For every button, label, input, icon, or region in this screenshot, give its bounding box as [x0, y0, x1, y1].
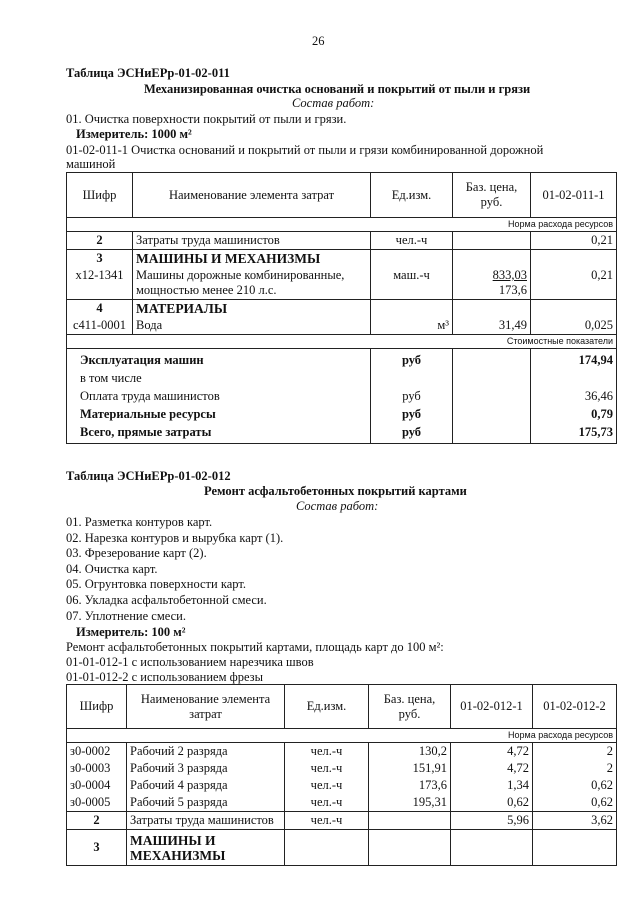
- cell-shifr: 2: [67, 232, 133, 250]
- cell-value-2: 2: [533, 743, 617, 761]
- cell-price: [453, 300, 531, 318]
- table-row: [67, 777, 617, 794]
- header-name: Наименование элемента затрат: [127, 685, 285, 729]
- cell-value: 0,21: [531, 267, 617, 300]
- cell-shifr: з0-0003: [67, 760, 127, 777]
- cell-value-2: 2: [533, 760, 617, 777]
- cell-name: Затраты труда машинистов: [127, 812, 285, 830]
- work-item: 02. Нарезка контуров и вырубка карт (1).: [66, 530, 284, 545]
- table-row: [67, 300, 617, 318]
- table-row: [67, 250, 617, 268]
- table2-desc-line3: 01-01-012-2 с использованием фрезы: [66, 670, 263, 684]
- cost-value: 175,73: [578, 425, 613, 439]
- cell-value-1: [451, 830, 533, 866]
- header-code-2: 01-02-012-2: [533, 685, 617, 729]
- cost-label: Стоимостные показатели: [67, 335, 617, 349]
- cell-price: [453, 250, 531, 268]
- header-name: Наименование элемента затрат: [133, 173, 371, 218]
- cell-unit: м³: [371, 317, 453, 335]
- cost-name: Оплата труда машинистов: [80, 389, 220, 403]
- cell-price: [369, 812, 451, 830]
- cell-value-2: 0,62: [533, 794, 617, 812]
- cost-value: 36,46: [584, 389, 613, 403]
- table1-work: 01. Очистка поверхности покрытий от пыли и грязи.: [66, 112, 347, 126]
- cell-shifr: 4: [67, 300, 133, 318]
- header-shifr: Шифр: [67, 685, 127, 729]
- table2-header-row: [67, 685, 617, 729]
- table1-header-row: [67, 173, 617, 218]
- table2-subtitle: Ремонт асфальтобетонных покрытий картами: [204, 484, 467, 498]
- cost-unit: руб: [401, 407, 422, 421]
- table1: [66, 172, 617, 444]
- table1-sostav: Состав работ:: [292, 96, 375, 110]
- cell-name: Вода: [133, 317, 371, 335]
- work-item: 05. Огрунтовка поверхности карт.: [66, 577, 246, 592]
- cell-shifr: 2: [67, 812, 127, 830]
- cell-unit: чел.-ч: [285, 812, 369, 830]
- cell-name: Затраты труда машинистов: [133, 232, 371, 250]
- table2: [66, 684, 617, 866]
- cell-shifr: 3: [67, 830, 127, 866]
- cell-section-head: МАШИНЫ И МЕХАНИЗМЫ: [133, 250, 371, 268]
- cell-price: 173,6: [369, 777, 451, 794]
- work-item: 06. Укладка асфальтобетонной смеси.: [66, 592, 267, 607]
- cost-name: Всего, прямые затраты: [80, 425, 212, 439]
- cell-price: 130,2: [369, 743, 451, 761]
- table-row: [67, 812, 617, 830]
- cell-price: [369, 830, 451, 866]
- cost-label-row: [67, 335, 617, 349]
- table1-subtitle: Механизированная очистка оснований и покрытий от пыли и грязи: [144, 82, 531, 96]
- cost-value: 0,79: [591, 407, 613, 421]
- table1-desc-line1: 01-02-011-1 Очистка оснований и покрытий от пыли и грязи комбинированной дорожной: [66, 143, 544, 157]
- cell-price: 833,03 173,6: [453, 267, 531, 300]
- table1-title: Таблица ЭСНиЕРр-01-02-011: [66, 66, 230, 80]
- cell-name: Рабочий 3 разряда: [127, 760, 285, 777]
- cell-section-head: МАШИНЫ И МЕХАНИЗМЫ: [127, 830, 285, 866]
- table-row: [67, 760, 617, 777]
- cell-unit: чел.-ч: [285, 743, 369, 761]
- work-item: 07. Уплотнение смеси.: [66, 608, 186, 623]
- cell-shifr: з0-0004: [67, 777, 127, 794]
- cell-value-2: 3,62: [533, 812, 617, 830]
- header-unit: Ед.изм.: [285, 685, 369, 729]
- cell-value: 0,025: [531, 317, 617, 335]
- norm-label-row: [67, 729, 617, 743]
- cell-value-2: 0,62: [533, 777, 617, 794]
- cell-shifr: з0-0005: [67, 794, 127, 812]
- header-code: 01-02-011-1: [531, 173, 617, 218]
- cell-unit: маш.-ч: [371, 267, 453, 300]
- cost-name: Материальные ресурсы: [80, 407, 216, 421]
- cell-price: 31,49: [453, 317, 531, 335]
- table-row: [67, 830, 617, 866]
- cell-value: 0,21: [531, 232, 617, 250]
- cost-unit: руб: [401, 353, 422, 367]
- norm-label: Норма расхода ресурсов: [67, 218, 617, 232]
- cost-units: [371, 349, 453, 444]
- cell-name: Машины дорожные комбинированные, мощностью менее 210 л.с.: [133, 267, 371, 300]
- cell-unit: [285, 830, 369, 866]
- header-price: Баз. цена, руб.: [369, 685, 451, 729]
- cost-block: [67, 349, 617, 444]
- table-row: [67, 317, 617, 335]
- cell-name: Рабочий 4 разряда: [127, 777, 285, 794]
- work-item: 04. Очистка карт.: [66, 561, 158, 576]
- cell-shifr: с411-0001: [67, 317, 133, 335]
- cell-value-2: [533, 830, 617, 866]
- cost-unit: руб: [401, 425, 422, 439]
- table-row: [67, 743, 617, 761]
- work-item: 03. Фрезерование карт (2).: [66, 546, 207, 561]
- cell-unit: чел.-ч: [285, 794, 369, 812]
- cell-section-head: МАТЕРИАЛЫ: [133, 300, 371, 318]
- header-shifr: Шифр: [67, 173, 133, 218]
- cell-price: [453, 232, 531, 250]
- cell-value-1: 1,34: [451, 777, 533, 794]
- table-row: [67, 267, 617, 300]
- cost-name: в том числе: [80, 371, 142, 385]
- cell-unit: чел.-ч: [285, 760, 369, 777]
- work-item: 01. Разметка контуров карт.: [66, 515, 213, 529]
- table2-desc-line2: 01-01-012-1 с использованием нарезчика швов: [66, 655, 314, 669]
- table1-izmeritel: Измеритель: 1000 м²: [76, 127, 192, 141]
- table-row: [67, 232, 617, 250]
- table-row: [67, 794, 617, 812]
- table1-desc-line2: машиной: [66, 157, 116, 171]
- cell-shifr: х12-1341: [67, 267, 133, 300]
- table2-works: [66, 515, 283, 624]
- cell-value-1: 0,62: [451, 794, 533, 812]
- norm-label: Норма расхода ресурсов: [67, 729, 617, 743]
- norm-label-row: [67, 218, 617, 232]
- table2-title: Таблица ЭСНиЕРр-01-02-012: [66, 469, 231, 483]
- table2-izmeritel: Измеритель: 100 м²: [76, 625, 186, 639]
- cell-value-1: 5,96: [451, 812, 533, 830]
- cost-value: 174,94: [578, 353, 613, 367]
- header-code-1: 01-02-012-1: [451, 685, 533, 729]
- cell-unit: чел.-ч: [285, 777, 369, 794]
- cost-name: Эксплуатация машин: [80, 353, 204, 367]
- cell-unit: [371, 250, 453, 268]
- cost-values: [531, 349, 617, 444]
- cell-price: 151,91: [369, 760, 451, 777]
- page-number: 26: [312, 34, 325, 48]
- cell-name: Рабочий 2 разряда: [127, 743, 285, 761]
- cell-name: Рабочий 5 разряда: [127, 794, 285, 812]
- cost-names: [67, 349, 371, 444]
- cell-unit: [371, 300, 453, 318]
- cell-price: 195,31: [369, 794, 451, 812]
- cell-unit: чел.-ч: [371, 232, 453, 250]
- table2-sostav: Состав работ:: [296, 499, 379, 513]
- cell-shifr: 3: [67, 250, 133, 268]
- table2-desc-line1: Ремонт асфальтобетонных покрытий картами, площадь карт до 100 м²:: [66, 640, 444, 654]
- cell-shifr: з0-0002: [67, 743, 127, 761]
- cell-value-1: 4,72: [451, 743, 533, 761]
- cell-value-1: 4,72: [451, 760, 533, 777]
- cell-value: [531, 250, 617, 268]
- cost-price-empty: [453, 349, 531, 444]
- header-price: Баз. цена, руб.: [453, 173, 531, 218]
- header-unit: Ед.изм.: [371, 173, 453, 218]
- cost-unit: руб: [402, 389, 421, 403]
- cell-value: [531, 300, 617, 318]
